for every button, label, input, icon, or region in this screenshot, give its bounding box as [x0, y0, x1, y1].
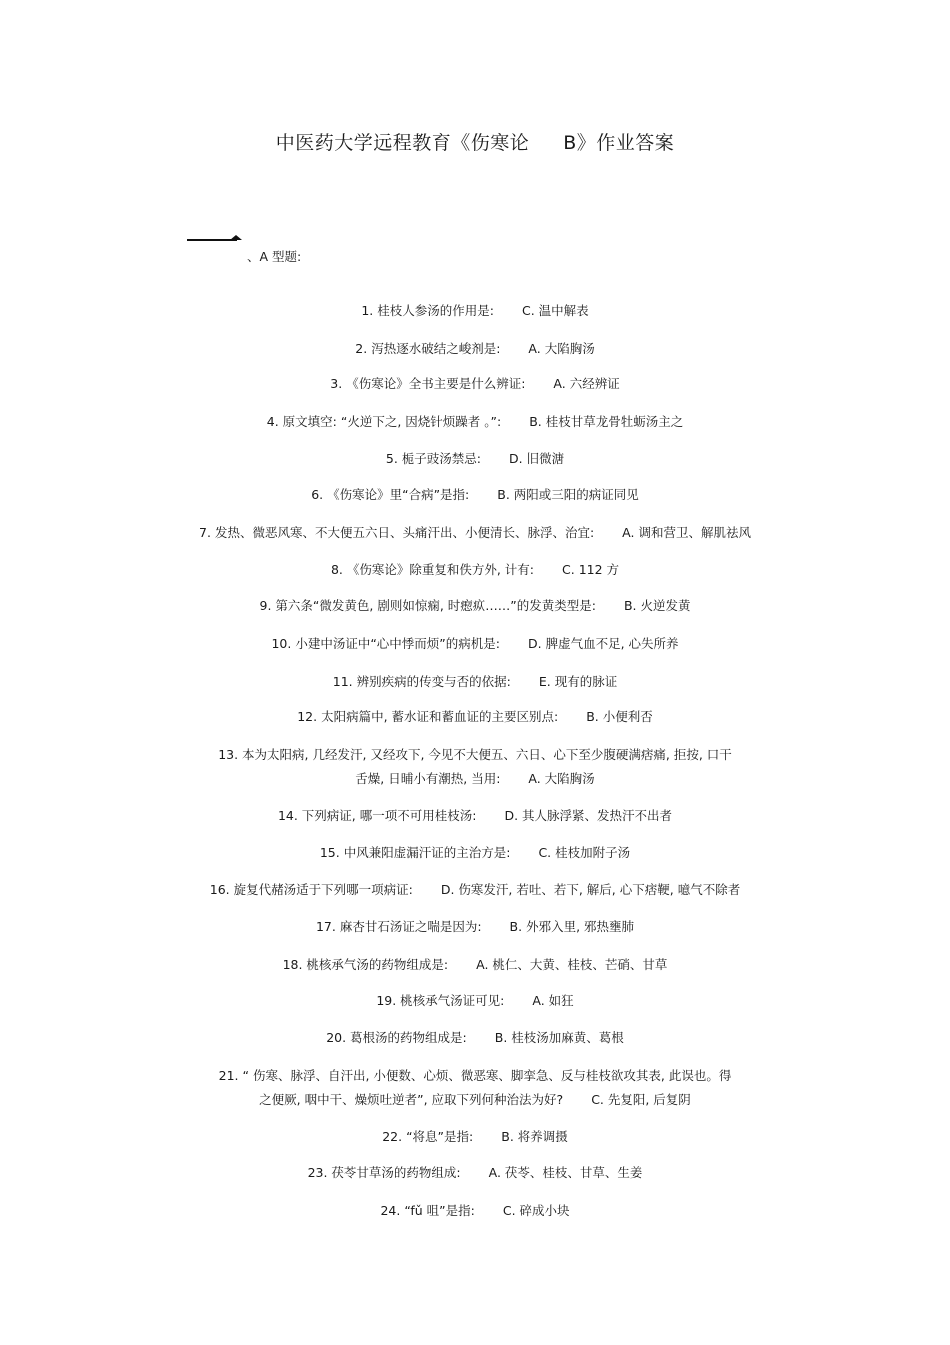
question-16	[0, 878, 950, 902]
question-23	[0, 1161, 950, 1185]
answer: B. 两阳或三阳的病证同见	[497, 487, 639, 502]
answer: A. 桃仁、大黄、桂枝、芒硝、甘草	[476, 957, 668, 972]
answer: E. 现有的脉证	[538, 674, 618, 689]
answer: D. 旧微溏	[509, 451, 565, 466]
answer: A. 如狂	[532, 993, 574, 1008]
question-3	[0, 372, 950, 396]
question-text: 12. 太阳病篇中, 蓄水证和蓄血证的主要区别点:	[297, 709, 559, 724]
document-title	[0, 128, 950, 155]
question-21-line-2	[0, 1088, 950, 1112]
question-9	[0, 594, 950, 618]
question-20	[0, 1026, 950, 1050]
question-15	[0, 841, 950, 865]
question-4	[0, 410, 950, 434]
question-21-line-1	[0, 1064, 950, 1088]
question-text: 3. 《伤寒论》全书主要是什么辨证:	[330, 376, 526, 391]
answer: B. 桂枝甘草龙骨牡蛎汤主之	[529, 414, 684, 429]
question-24	[0, 1199, 950, 1223]
question-13-line-2	[0, 767, 950, 791]
question-text: 16. 旋复代赭汤适于下列哪一项病证:	[209, 882, 413, 897]
question-text: 8. 《伤寒论》除重复和佚方外, 计有:	[330, 562, 535, 577]
question-text: 9. 第六条“微发黄色, 剧则如惊痫, 时瘛疭……”的发黄类型是:	[259, 598, 596, 613]
question-text: 1. 桂枝人参汤的作用是:	[361, 303, 494, 318]
question-text: 舌燥, 日晡小有潮热, 当用:	[355, 771, 501, 786]
answer: C. 碎成小块	[502, 1203, 570, 1218]
question-19	[0, 989, 950, 1013]
answer: A. 大陷胸汤	[528, 341, 595, 356]
question-12	[0, 705, 950, 729]
question-text: 10. 小建中汤证中“心中悸而烦”的病机是:	[271, 636, 500, 651]
question-text: 13. 本为太阳病, 几经发汗, 又经攻下, 今见不大便五、六日、心下至少腹硬满痞痛, 拒按, 口干	[218, 747, 732, 762]
question-text: 14. 下列病证, 哪一项不可用桂枝汤:	[277, 808, 477, 823]
question-11	[0, 670, 950, 694]
question-text: 23. 茯苓甘草汤的药物组成:	[307, 1165, 461, 1180]
question-text: 24. “fǔ 咀”是指:	[380, 1203, 475, 1218]
answer: B. 桂枝汤加麻黄、葛根	[494, 1030, 624, 1045]
answer: B. 外邪入里, 邪热壅肺	[509, 919, 635, 934]
question-17	[0, 915, 950, 939]
question-text: 2. 泻热逐水破结之峻剂是:	[355, 341, 501, 356]
question-text: 7. 发热、微恶风寒、不大便五六日、头痛汗出、小便清长、脉浮、治宜:	[199, 525, 595, 540]
question-5	[0, 447, 950, 471]
question-1	[0, 299, 950, 323]
question-text: 6. 《伤寒论》里“合病”是指:	[311, 487, 470, 502]
answer: C. 桂枝加附子汤	[538, 845, 631, 860]
answer: B. 小便利否	[586, 709, 653, 724]
section-heading: 、A 型题:	[247, 249, 302, 264]
section-number-dash	[187, 239, 237, 241]
question-6	[0, 483, 950, 507]
answer: A. 茯苓、桂枝、甘草、生姜	[488, 1165, 643, 1180]
question-text: 4. 原文填空: “火逆下之, 因烧针烦躁者 。”:	[266, 414, 502, 429]
question-text: 17. 麻杏甘石汤证之喘是因为:	[315, 919, 482, 934]
answer: B. 火逆发黄	[623, 598, 691, 613]
question-13-line-1	[0, 743, 950, 767]
question-text: 5. 栀子豉汤禁忌:	[385, 451, 482, 466]
answer: A. 大陷胸汤	[528, 771, 595, 786]
answer: D. 伤寒发汗, 若吐、若下, 解后, 心下痞鞕, 噫气不除者	[440, 882, 741, 897]
answer: A. 六经辨证	[553, 376, 620, 391]
question-text: 22. “将息”是指:	[382, 1129, 474, 1144]
question-2	[0, 337, 950, 361]
answer: C. 温中解表	[521, 303, 589, 318]
question-7	[0, 521, 950, 545]
question-18	[0, 953, 950, 977]
question-text: 11. 辨别疾病的传变与否的依据:	[332, 674, 511, 689]
question-text: 19. 桃核承气汤证可见:	[376, 993, 505, 1008]
question-8	[0, 558, 950, 582]
question-10	[0, 632, 950, 656]
answer: C. 112 方	[562, 562, 620, 577]
question-14	[0, 804, 950, 828]
question-text: 20. 葛根汤的药物组成是:	[326, 1030, 467, 1045]
answer: D. 脾虚气血不足, 心失所养	[528, 636, 679, 651]
answer: A. 调和营卫、解肌祛风	[622, 525, 751, 540]
question-text: 之便厥, 咽中干、燥烦吐逆者”, 应取下列何种治法为好?	[259, 1092, 564, 1107]
answer: B. 将养调摄	[501, 1129, 568, 1144]
question-text: 15. 中风兼阳虚漏汗证的主治方是:	[319, 845, 511, 860]
answer: C. 先复阳, 后复阴	[591, 1092, 691, 1107]
question-22	[0, 1125, 950, 1149]
question-text: 21. “ 伤寒、脉浮、自汗出, 小便数、心烦、微恶寒、脚挛急、反与桂枝欲攻其表, 此误也。得	[218, 1068, 732, 1083]
title-part-2: B》作业答案	[563, 132, 675, 154]
title-part-1: 中医药大学远程教育《伤寒论	[275, 132, 530, 154]
answer: D. 其人脉浮紧、发热汗不出者	[504, 808, 673, 823]
question-text: 18. 桃核承气汤的药物组成是:	[282, 957, 449, 972]
